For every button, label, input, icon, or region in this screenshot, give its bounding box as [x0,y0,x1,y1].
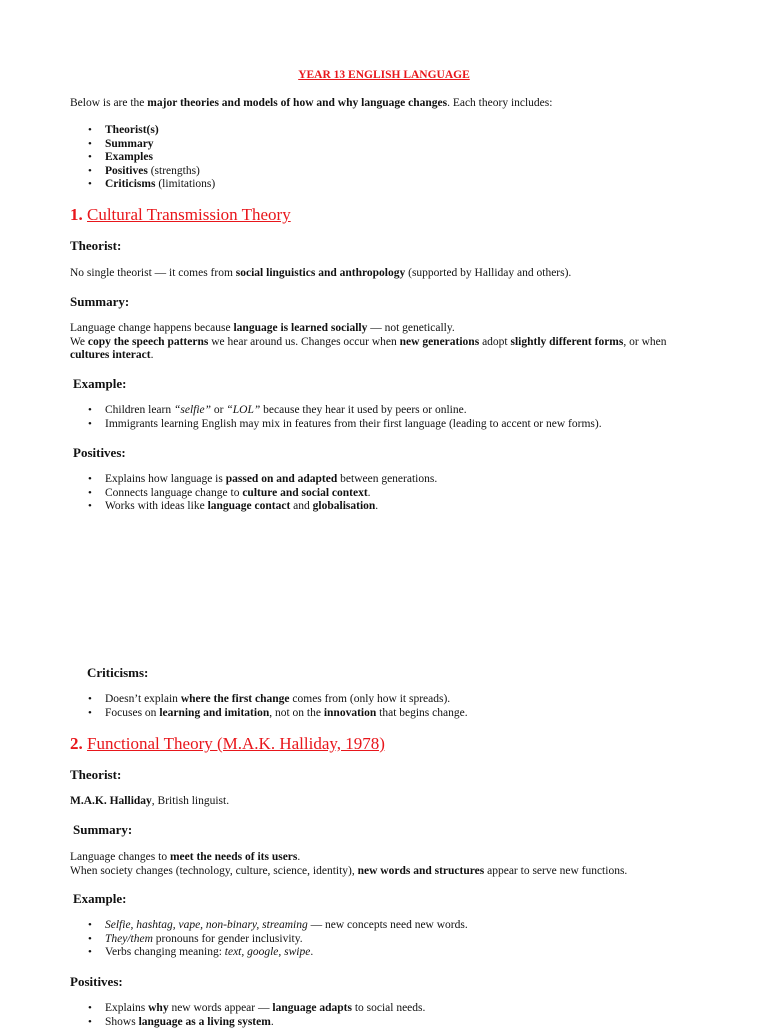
text-run: culture and social context [242,487,367,499]
list-item [70,500,437,514]
section-2-title: Functional Theory (M.A.K. Halliday, 1978) [87,734,385,753]
section-1-positives-list [70,473,437,514]
list-item [70,919,468,933]
text-run: — not genetically. [367,322,454,334]
section-2-examples-list [70,919,468,960]
text-run: Language change happens because [70,322,233,334]
text-run: Language changes to [70,851,170,863]
section-1-theorist-text [70,267,571,281]
section-1-theorist-heading: Theorist: [70,238,121,254]
list-item [70,178,215,192]
text-run: — new concepts need new words. [308,919,468,931]
section-2-summary-heading: Summary: [73,822,132,838]
section-1-example-heading: Example: [73,376,126,392]
text-run: passed on and adapted [226,473,338,485]
section-2-theorist-heading: Theorist: [70,767,121,783]
paragraph-line [70,865,627,879]
text-run: Theorist(s) [105,124,159,136]
section-1-number: 1. [70,205,83,224]
text-run: , not on the [269,707,324,719]
text-run: Positives [105,165,148,177]
text-run: Explains how language is [105,473,226,485]
text-run: , British linguist. [152,795,229,807]
list-item [70,124,215,138]
list-item [70,165,215,179]
list-item [70,151,215,165]
text-run: language is learned socially [233,322,367,334]
list-item [70,933,468,947]
text-run: why [148,1002,168,1014]
text-run: Connects language change to [105,487,242,499]
section-2-positives-heading: Positives: [70,974,123,990]
text-run: Immigrants learning English may mix in features from their first language (leading to accent or new forms). [105,418,602,430]
text-run: We [70,336,88,348]
text-run: between generations. [337,473,437,485]
text-run: to social needs. [352,1002,425,1014]
text-run: Explains [105,1002,148,1014]
text-run: cultures interact [70,349,151,361]
text-run: meet the needs of its users [170,851,297,863]
text-run: . [297,851,300,863]
text-run: language contact [208,500,291,512]
list-item [70,707,468,721]
list-item [70,138,215,152]
section-1-examples-list [70,404,602,431]
text-run: . [151,349,154,361]
section-2-theorist-text [70,795,229,809]
text-run: we hear around us. Changes occur when [208,336,399,348]
text-run: slightly different forms [511,336,624,348]
section-1-title: Cultural Transmission Theory [87,205,291,224]
section-2-example-heading: Example: [73,891,126,907]
list-item [70,404,602,418]
text-run: Focuses on [105,707,159,719]
text-run: . [271,1016,274,1028]
text-run: language as a living system [139,1016,271,1028]
section-1-summary-text [70,322,666,363]
document-title: YEAR 13 ENGLISH LANGUAGE [0,69,768,81]
text-run: Verbs changing meaning: [105,946,225,958]
text-run: Examples [105,151,153,163]
text-run: (supported by Halliday and others). [405,267,571,279]
text-run: . [310,946,313,958]
list-item [70,487,437,501]
text-run: “selfie” [174,404,211,416]
intro-paragraph [70,97,552,111]
text-run: language adapts [272,1002,352,1014]
text-run: Shows [105,1016,139,1028]
text-run: because they hear it used by peers or online. [260,404,466,416]
text-run: . [375,500,378,512]
text-run: (strengths) [148,165,200,177]
text-run: new words and structures [358,865,485,877]
text-run: appear to serve new functions. [484,865,627,877]
section-2-heading [70,734,385,754]
text-run: innovation [324,707,376,719]
text-run: where the first change [181,693,290,705]
text-run: or [211,404,226,416]
text-run: Works with ideas like [105,500,208,512]
text-run: Selfie, hashtag, vape, non-binary, streaming [105,919,308,931]
list-item [70,693,468,707]
text-run: . Each theory includes: [447,97,552,109]
list-item [70,473,437,487]
text-run: “LOL” [226,404,260,416]
text-run: copy the speech patterns [88,336,208,348]
list-item [70,1016,425,1029]
text-run: learning and imitation [159,707,269,719]
text-run: When society changes (technology, culture, science, identity), [70,865,358,877]
text-run: Criticisms [105,178,155,190]
paragraph-line [70,851,627,865]
text-run: Below is are the [70,97,147,109]
section-1-criticisms-list [70,693,468,720]
section-2-summary-text [70,851,627,878]
text-run: that begins change. [376,707,467,719]
section-1-criticisms-heading: Criticisms: [87,665,148,681]
text-run: pronouns for gender inclusivity. [153,933,303,945]
paragraph-line [70,336,666,350]
text-run: new words appear — [169,1002,273,1014]
section-1-summary-heading: Summary: [70,294,129,310]
text-run: adopt [479,336,510,348]
text-run: Doesn’t explain [105,693,181,705]
text-run: major theories and models of how and why language changes [147,97,447,109]
section-1-positives-heading: Positives: [73,445,126,461]
text-run: new generations [400,336,480,348]
text-run: comes from (only how it spreads). [290,693,451,705]
section-2-positives-list [70,1002,425,1029]
list-item [70,418,602,432]
text-run: Children learn [105,404,174,416]
text-run: , or when [623,336,666,348]
list-item [70,1002,425,1016]
text-run: social linguistics and anthropology [236,267,405,279]
text-run: No single theorist — it comes from [70,267,236,279]
paragraph-line [70,349,666,363]
section-2-number: 2. [70,734,83,753]
text-run: globalisation [313,500,376,512]
list-item [70,946,468,960]
text-run: Summary [105,138,154,150]
text-run: (limitations) [155,178,215,190]
section-1-heading [70,205,291,225]
text-run: M.A.K. Halliday [70,795,152,807]
text-run: They/them [105,933,153,945]
text-run: text, google, swipe [225,946,311,958]
paragraph-line [70,322,666,336]
includes-list [70,124,215,192]
text-run: and [290,500,312,512]
text-run: . [368,487,371,499]
